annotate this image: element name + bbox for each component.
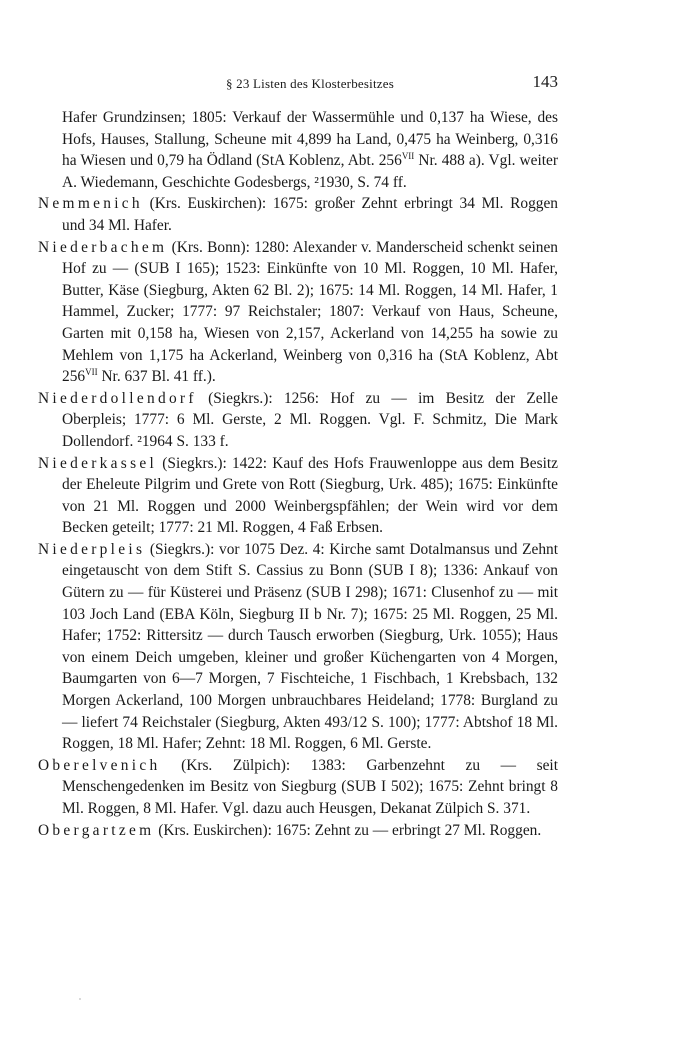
entry-niederkassel bbox=[38, 453, 558, 539]
page-header bbox=[62, 70, 558, 96]
place-name: Niederkassel bbox=[38, 454, 158, 472]
place-name: Niederpleis bbox=[38, 540, 146, 558]
entry-text-after: Nr. 637 Bl. 41 ff.). bbox=[97, 368, 216, 386]
entry-text: (Siegkrs.): 1422: Kauf des Hofs Frauwenloppe aus dem Besitz der Eheleute Pilgrim und Grete von Rott (Siegburg, Urk. 485); 1675: Einkünfte von 21 Ml. Roggen und 2000 Weinbergspfählen; der Wein wird vor dem Becken geteilt; 1777: 21 Ml. Roggen, 4 Faß Erbsen. bbox=[62, 454, 558, 537]
entry-text: (Krs. Zülpich): 1383: Garbenzehnt zu — seit Menschengedenken im Besitz von Siegburg (SUB I 502); 1675: Zehnt bringt 8 Ml. Roggen, 8 Ml. Hafer. Vgl. dazu auch Heusgen, Dekanat Zülpich S. 371. bbox=[62, 756, 558, 817]
entry-text: (Siegkrs.): 1256: Hof zu — im Besitz der Zelle Oberpleis; 1777: 6 Ml. Gerste, 2 Ml. Roggen. Vgl. F. Schmitz, Die Mark Dollendorf. ²1964 S. 133 f. bbox=[62, 389, 558, 450]
place-name: Niederbachem bbox=[38, 238, 168, 256]
superscript: VII bbox=[401, 151, 415, 162]
entry-oberelvenich bbox=[38, 755, 558, 820]
scan-speck bbox=[79, 998, 81, 1000]
entry-obergartzem bbox=[38, 820, 558, 842]
entry-text: (Krs. Euskirchen): 1675: großer Zehnt erbringt 34 Ml. Roggen und 34 Ml. Hafer. bbox=[62, 195, 558, 234]
entry-text: (Krs. Euskirchen): 1675: Zehnt zu — erbringt 27 Ml. Roggen. bbox=[154, 821, 542, 839]
continuation-paragraph bbox=[38, 107, 558, 193]
entry-text: (Siegkrs.): vor 1075 Dez. 4: Kirche samt Dotalmansus und Zehnt eingetauscht von dem Stift S. Cassius zu Bonn (SUB I 8); 1336: Ankauf von Gütern zu — für Küsterei und Präsenz (SUB I 298); 1671: Clusenhof zu — mit 103 Joch Land (EBA Köln, Siegburg II b Nr. 7); 1675: 25 Ml. Roggen, 25 Ml. Hafer; 1752: Rittersitz — durch Tausch erworben (Siegburg, Urk. 1055); Haus von einem Deich umgeben, kleiner und großer Küchengarten von 4 Morgen, Baumgarten von 6—7 Morgen, 7 Fischteiche, 1 Fischbach, 1 Krebsbach, 132 Morgen Ackerland, 100 Morgen unbrauchbares Heideland; 1778: Burgland zu — liefert 74 Reichstaler (Siegburg, Akten 493/12 S. 100); 1777: Abtshof 18 Ml. Roggen, 18 Ml. Hafer; Zehnt: 18 Ml. Roggen, 6 Ml. Gerste. bbox=[62, 540, 558, 753]
place-name: Nemmenich bbox=[38, 195, 143, 213]
body-text bbox=[38, 107, 558, 841]
page-number: 143 bbox=[532, 72, 558, 91]
place-name: Niederdollendorf bbox=[38, 389, 197, 407]
entry-nemmenich bbox=[38, 193, 558, 236]
place-name: Oberelvenich bbox=[38, 756, 161, 774]
entry-niederdollendorf bbox=[38, 388, 558, 453]
superscript: VII bbox=[85, 367, 98, 378]
entry-text: (Krs. Bonn): 1280: Alexander v. Manderscheid schenkt seinen Hof zu — (SUB I 165); 1523: Einkünfte von 10 Ml. Roggen, 10 Ml. Hafer, Butter, Käse (Siegburg, Akten 62 Bl. 2); 1675: 14 Ml. Roggen, 14 Ml. Hafer, 1 Hammel, Zucker; 1777: 97 Reichstaler; 1807: Verkauf von Haus, Scheune, Garten mit 0,158 ha, Wiesen von 2,157, Ackerland von 14,255 ha sowie zu Mehlem von 1,175 ha Ackerland, Weinberg von 0,316 ha (StA Koblenz, Abt 256 bbox=[62, 238, 558, 386]
entry-niederpleis bbox=[38, 539, 558, 755]
continuation-text-after: Nr. 488 a). Vgl. weiter A. Wiedemann, Geschichte Godesbergs, ²1930, S. 74 ff. bbox=[62, 152, 558, 191]
running-head: § 23 Listen des Klosterbesitzes bbox=[226, 76, 394, 91]
entry-niederbachem bbox=[38, 237, 558, 388]
continuation-text: Hafer Grundzinsen; 1805: Verkauf der Wassermühle und 0,137 ha Wiese, des Hofs, Hauses, Stallung, Scheune mit 4,899 ha Land, 0,475 ha Weinberg, 0,316 ha Wiesen und 0,79 ha Ödland (StA Koblenz, Abt. 256 bbox=[62, 109, 558, 170]
place-name: Obergartzem bbox=[38, 821, 155, 839]
